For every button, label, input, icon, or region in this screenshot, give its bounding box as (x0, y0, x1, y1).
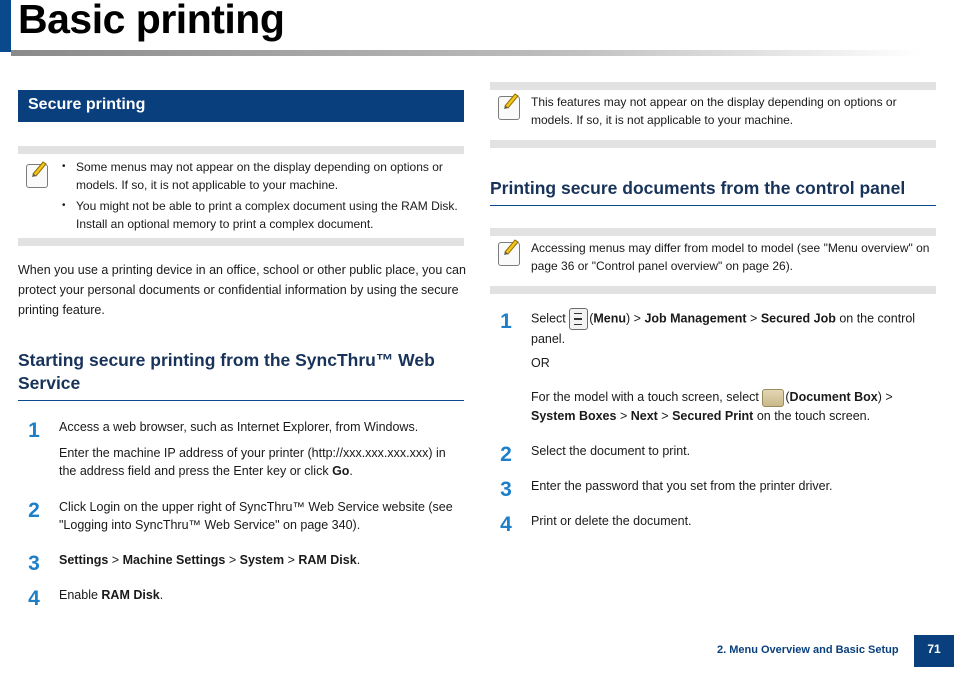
step-text: Enter the password that you set from the printer driver. (531, 479, 833, 493)
step-text (59, 586, 459, 604)
note-text: This features may not appear on the display depending on options or models. If so, it is not applicable to your machine. (531, 95, 897, 127)
menu-key-icon (569, 308, 588, 330)
step-text (59, 551, 459, 569)
menu-path-part: RAM Disk (298, 553, 357, 567)
note-box-availability (490, 82, 936, 148)
subheading-syncthru: Starting secure printing from the SyncThru™ Web Service (18, 350, 435, 393)
step-number: 1 (500, 310, 512, 333)
page-number-badge: 71 (914, 635, 954, 667)
or-label: OR (531, 356, 550, 370)
step-number: 4 (28, 587, 40, 610)
step-text (531, 388, 936, 425)
page-title: Basic printing (18, 0, 285, 42)
menu-path-part: Machine Settings (122, 553, 226, 567)
menu-path-part: Next (630, 408, 658, 423)
heading-control-panel: Printing secure documents from the control panel (490, 178, 906, 198)
menu-path-part: System (239, 553, 285, 567)
step-text-part: ( (589, 311, 594, 326)
step-text-part: Select (531, 311, 570, 326)
step-text: Print or delete the document. (531, 514, 692, 528)
menu-path-part: System Boxes (531, 408, 617, 423)
note-pencil-icon (498, 242, 520, 266)
step-number: 2 (28, 499, 40, 522)
step-number: 3 (28, 552, 40, 575)
path-sep: > (630, 311, 645, 326)
path-sep: > (881, 390, 893, 404)
note-pencil-icon (26, 164, 48, 188)
ram-disk-label: RAM Disk (101, 588, 160, 602)
step-text: Select the document to print. (531, 444, 691, 458)
menu-path-part: Settings (59, 553, 109, 567)
path-sep: > (108, 553, 123, 567)
path-sep: > (657, 408, 673, 423)
step-text-part: on the touch screen. (753, 408, 871, 423)
step-text-part: . (159, 588, 164, 602)
intro-paragraph: When you use a printing device in an office, school or other public place, you can protect your personal documents or confidential information by using the secure printing feature. (18, 263, 466, 317)
step-number: 2 (500, 443, 512, 466)
note-text: Accessing menus may differ from model to model (see "Menu overview" on page 36 or "Control panel overview" on page 26). (531, 241, 930, 273)
step-text-part: Enable (59, 588, 102, 602)
step-text: Access a web browser, such as Internet Explorer, from Windows. (59, 420, 419, 434)
menu-path-part: Job Management (644, 311, 747, 326)
step-text: Click Login on the upper right of SyncThru™ Web Service website (see "Logging into SyncThru™ Web Service" on page 340). (59, 500, 453, 532)
step-number: 4 (500, 513, 512, 536)
menu-path-part: Secured Job (760, 311, 836, 326)
step-text (531, 308, 931, 349)
step-number: 3 (500, 478, 512, 501)
step-text-part: . (349, 464, 353, 478)
note-pencil-icon (498, 96, 520, 120)
title-accent-bar (0, 0, 11, 52)
go-label: Go (332, 464, 350, 478)
document-box-icon (762, 389, 784, 407)
menu-path-part: Document Box (789, 390, 878, 404)
step-text-part: ) (626, 311, 631, 326)
note-box-secure-printing (18, 146, 464, 246)
path-sep: > (746, 311, 761, 326)
path-sep: . (356, 553, 361, 567)
title-divider (11, 50, 921, 56)
step-number: 1 (28, 419, 40, 442)
step-text (59, 444, 459, 480)
heading-rule (490, 205, 936, 206)
path-sep: > (284, 553, 299, 567)
path-sep: > (616, 408, 631, 423)
section-banner-secure-printing: Secure printing (18, 90, 464, 122)
note-bullet: • You might not be able to print a complex document using the RAM Disk. Install an optional memory to print a complex document. (60, 197, 458, 233)
subheading-rule (18, 400, 464, 401)
step-text-part: Enter the machine IP address of your printer (http://xxx.xxx.xxx.xxx) in the address field and press the Enter key or click (59, 446, 446, 478)
note-bullet: • Some menus may not appear on the display depending on options or models. If so, it is not applicable to your machine. (60, 158, 458, 194)
step-text-part: on the control panel. (531, 311, 916, 346)
step-text-part: ( (785, 390, 790, 404)
footer-chapter: 2. Menu Overview and Basic Setup (717, 644, 899, 656)
step-text-part: ) (877, 390, 882, 404)
note-bullet-list (60, 158, 458, 236)
path-sep: > (225, 553, 240, 567)
menu-label: Menu (593, 311, 627, 326)
step-text-part: For the model with a touch screen, select (531, 390, 763, 404)
note-box-menus (490, 228, 936, 294)
menu-path-part: Secured Print (672, 408, 754, 423)
